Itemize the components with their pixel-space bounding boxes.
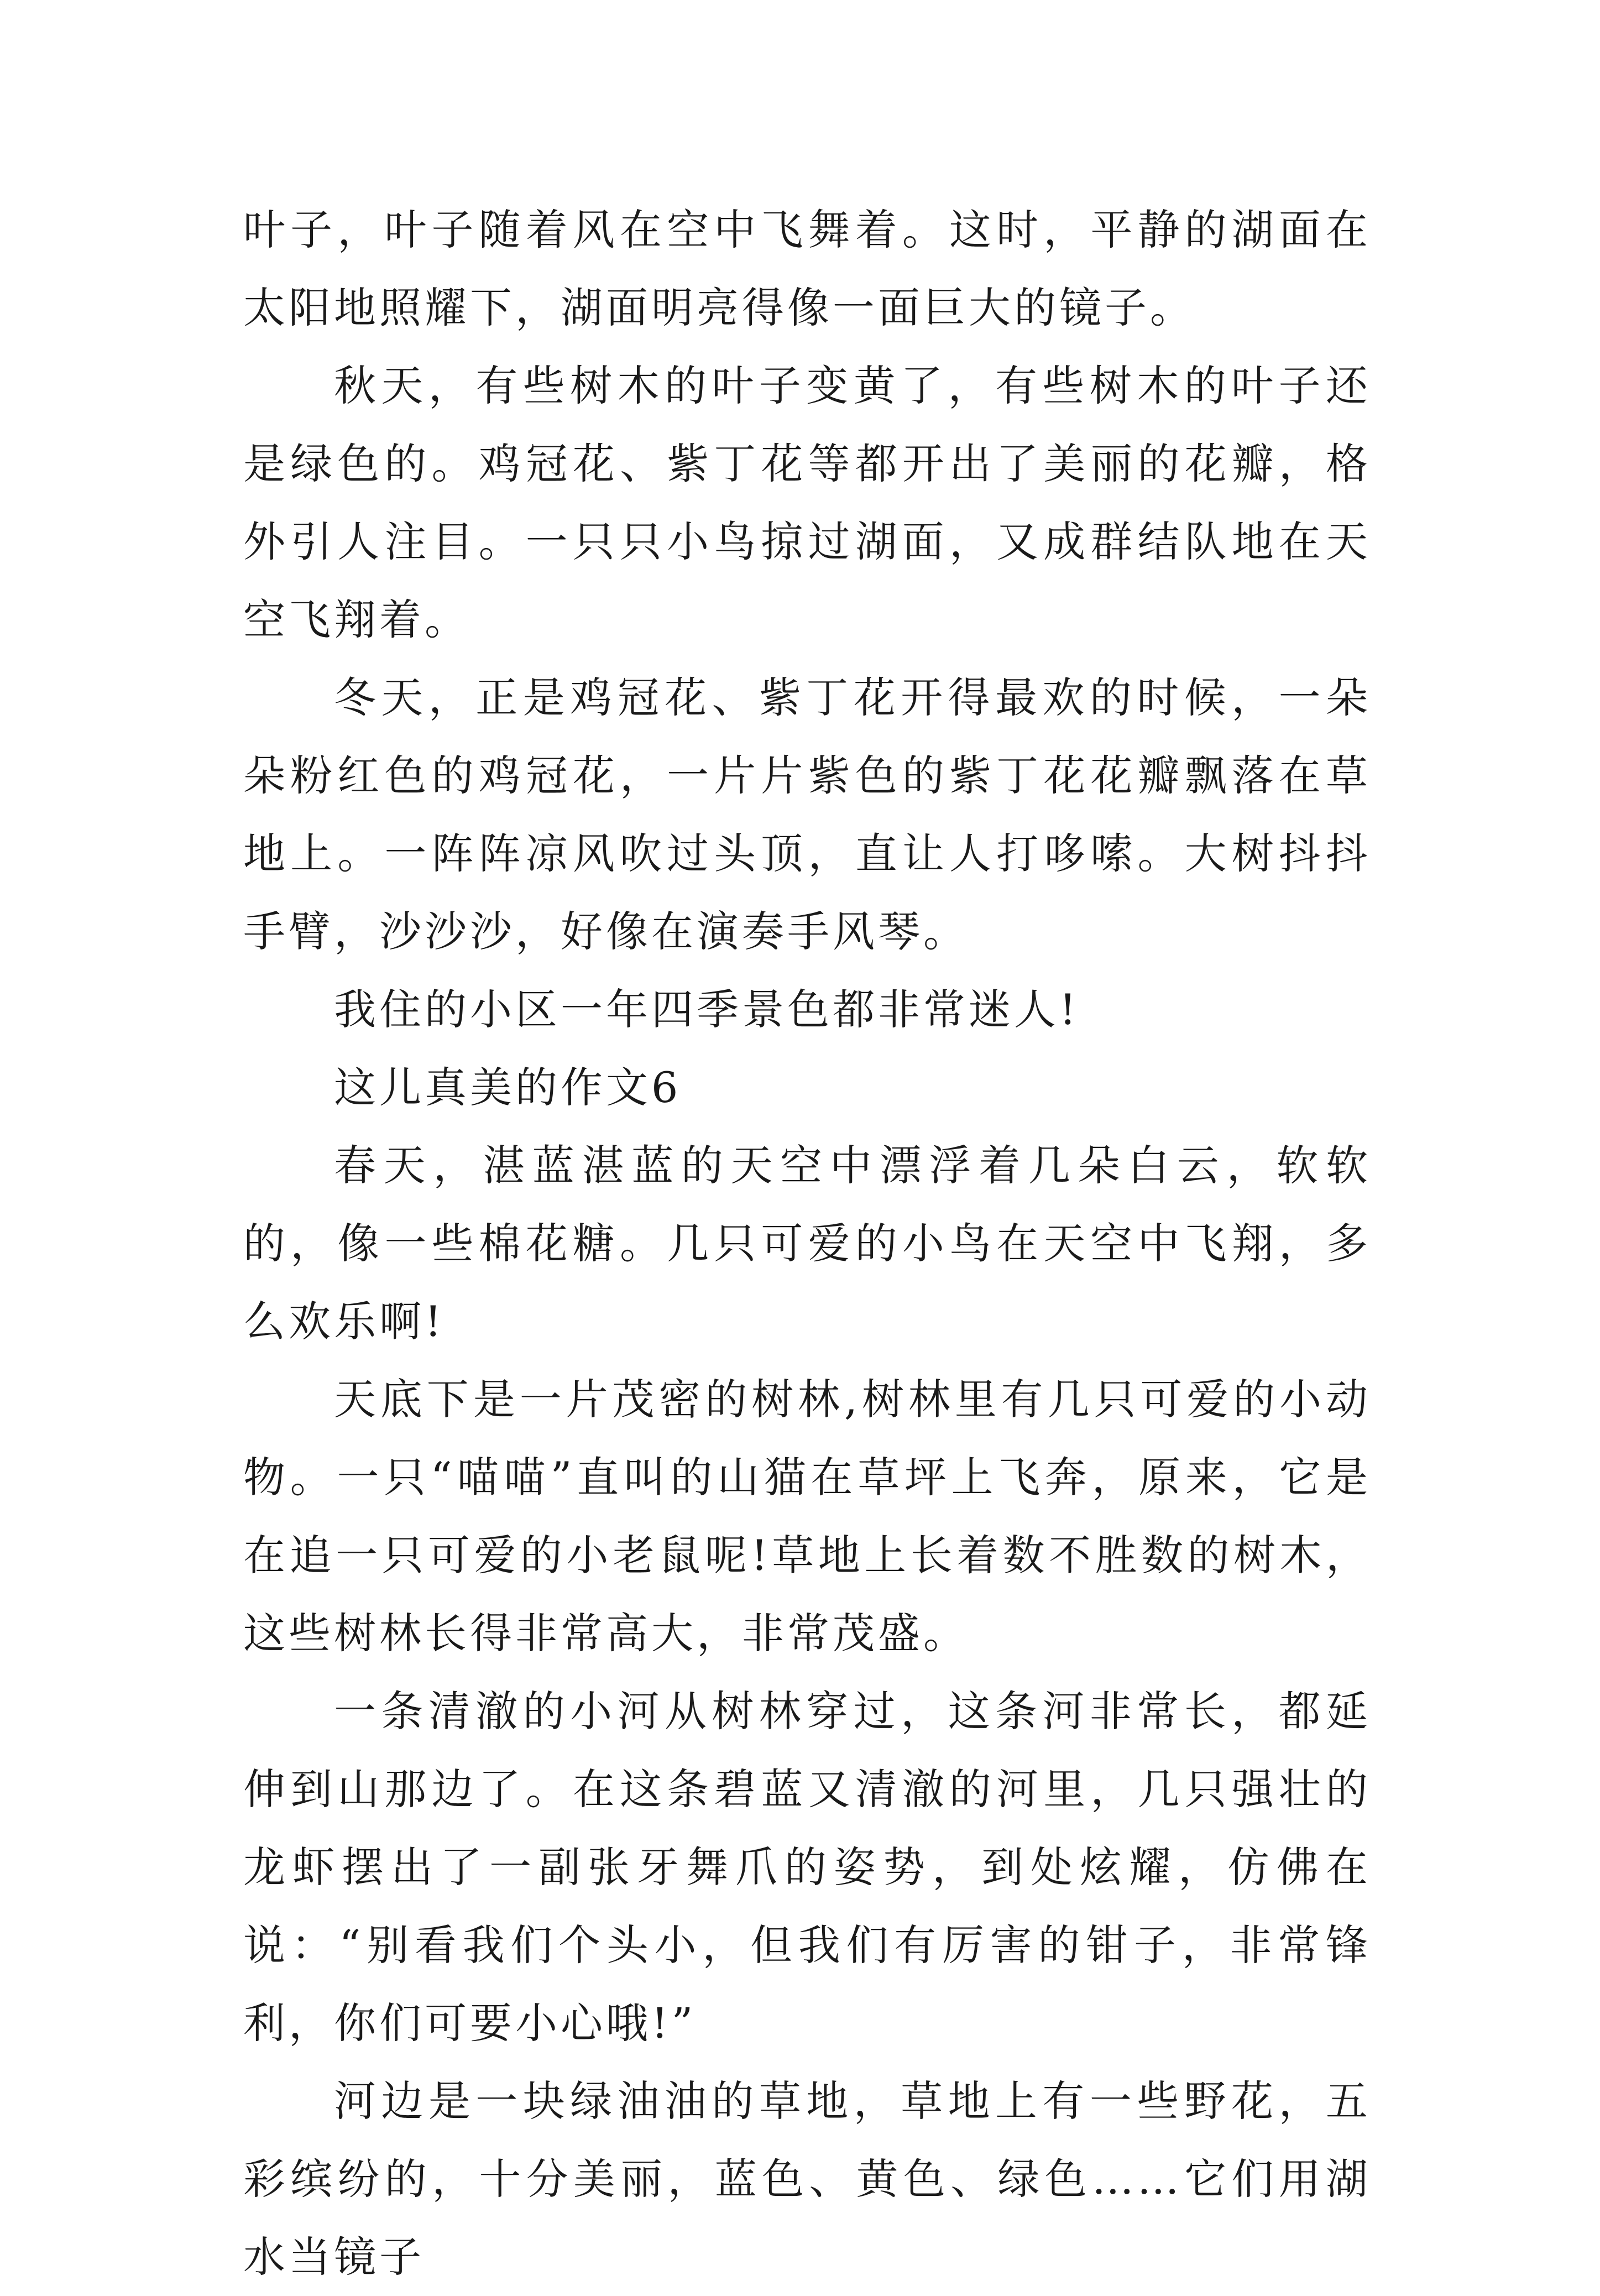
paragraph-river: 一条清澈的小河从树林穿过，这条河非常长，都延伸到山那边了。在这条碧蓝又清澈的河里，几只强壮的龙虾摆出了一副张牙舞爪的姿势，到处炫耀，仿佛在说：“别看我们个头小，但我们有厉害的钳子，非常锋利，你们可要小心哦!”: [243, 1687, 1371, 2048]
paragraph-autumn: 秋天，有些树木的叶子变黄了，有些树木的叶子还是绿色的。鸡冠花、紫丁花等都开出了美丽的花瓣，格外引人注目。一只只小鸟掠过湖面，又成群结队地在天空飞翔着。: [243, 361, 1371, 644]
paragraph-winter: 冬天，正是鸡冠花、紫丁花开得最欢的时候，一朵朵粉红色的鸡冠花，一片片紫色的紫丁花花瓣飘落在草地上。一阵阵凉风吹过头顶，直让人打哆嗦。大树抖抖手臂，沙沙沙，好像在演奏手风琴。: [243, 673, 1371, 956]
essay-body: [243, 191, 1371, 2296]
paragraph-forest: 天底下是一片茂密的树林,树林里有几只可爱的小动物。一只“喵喵”直叫的山猫在草坪上飞奔，原来，它是在追一只可爱的小老鼠呢!草地上长着数不胜数的树木，这些树林长得非常高大，非常茂盛。: [243, 1375, 1371, 1658]
paragraph-spring: 春天，湛蓝湛蓝的天空中漂浮着几朵白云，软软的，像一些棉花糖。几只可爱的小鸟在天空中飞翔，多么欢乐啊!: [243, 1141, 1371, 1346]
essay-heading: 这儿真美的作文6: [334, 1063, 682, 1112]
paragraph-meadow: 河边是一块绿油油的草地，草地上有一些野花，五彩缤纷的，十分美丽，蓝色、黄色、绿色……它们用湖水当镜子: [243, 2076, 1371, 2282]
paragraph-continuation: 叶子，叶子随着风在空中飞舞着。这时，平静的湖面在太阳地照耀下，湖面明亮得像一面巨大的镜子。: [243, 205, 1371, 332]
paragraph-conclusion: 我住的小区一年四季景色都非常迷人!: [334, 985, 1080, 1034]
